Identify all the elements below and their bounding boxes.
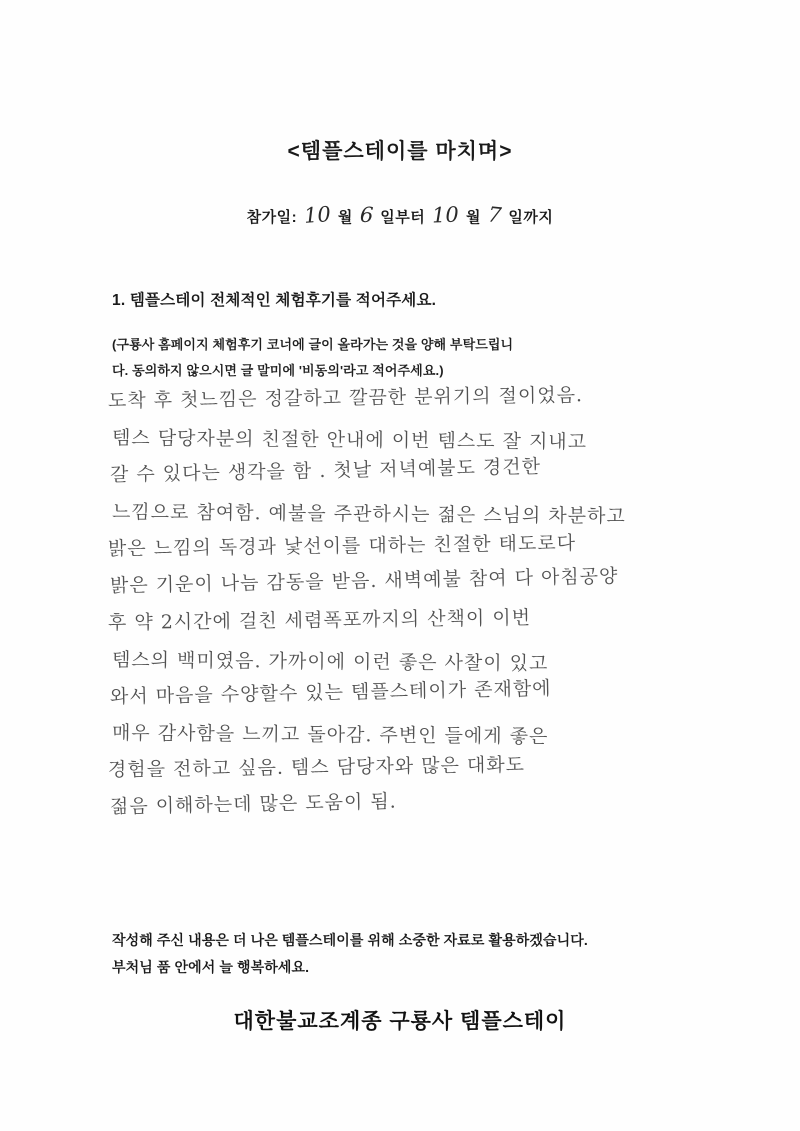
handwritten-line: 후 약 2시간에 걸친 세렴폭포까지의 산책이 이번 <box>107 606 532 634</box>
handwritten-line: 느낌으로 참여함. 예불을 주관하시는 젊은 스님의 차분하고 <box>111 500 626 528</box>
handwritten-line: 템스의 백미였음. 가까이에 이런 좋은 사찰이 있고 <box>111 648 549 675</box>
question-1-note-line-2: 다. 동의하지 않으시면 글 말미에 '비동의'라고 적어주세요.) <box>112 363 444 378</box>
handwritten-line: 템스 담당자분의 친절한 안내에 이번 템스도 잘 지내고 <box>111 426 588 454</box>
handwritten-line: 밝은 기운이 나늠 감동을 받음. 새벽예불 참여 다 아침공양 <box>109 564 619 597</box>
month-unit-2: 월 <box>465 209 481 226</box>
month-unit-1: 월 <box>337 209 353 226</box>
footer-note-line-1: 작성해 주신 내용은 더 나은 템플스테이를 위해 소중한 자료로 활용하겠습니다. <box>112 932 588 948</box>
start-day-value: 6 <box>359 202 374 228</box>
start-month-value: 10 <box>303 202 332 228</box>
question-1-note <box>112 332 712 384</box>
handwritten-line: 밝은 느낌의 독경과 낯선이를 대하는 친절한 태도로다 <box>107 532 577 560</box>
handwritten-line: 젊음 이해하는데 많은 도움이 됨. <box>109 790 397 819</box>
handwritten-line: 매우 감사함을 느끼고 돌아감. 주변인 들에게 좋은 <box>111 722 549 749</box>
footer-note-line-2: 부처님 품 안에서 늘 행복하세요. <box>112 959 310 975</box>
question-1-heading: 1. 템플스테이 전체적인 체험후기를 적어주세요. <box>112 292 437 309</box>
day-from-label: 일부터 <box>380 209 426 226</box>
participation-label: 참가일: <box>246 209 298 226</box>
organization-signature: 대한불교조계종 구룡사 템플스테이 <box>233 1010 567 1033</box>
end-day-value: 7 <box>486 202 503 228</box>
day-to-label: 일까지 <box>508 209 554 226</box>
end-month-value: 10 <box>431 202 460 228</box>
handwritten-line: 도착 후 첫느낌은 정갈하고 깔끔한 분위기의 절이었음. <box>107 384 584 412</box>
handwritten-answer <box>107 384 708 835</box>
question-1-note-line-1: (구룡사 홈페이지 체험후기 코너에 글이 올라가는 것을 양해 부탁드립니 <box>112 337 514 352</box>
handwritten-line: 갈 수 있다는 생각을 함 . 첫날 저녁예불도 경건한 <box>109 455 542 486</box>
footer-note <box>112 927 732 981</box>
participation-date-line <box>0 203 800 227</box>
page-title: <템플스테이를 마치며> <box>287 140 513 163</box>
handwritten-line: 경험을 전하고 싶음. 템스 담당자와 많은 대화도 <box>107 754 526 782</box>
handwritten-line: 와서 마음을 수양할수 있는 템플스테이가 존재함에 <box>109 676 552 708</box>
